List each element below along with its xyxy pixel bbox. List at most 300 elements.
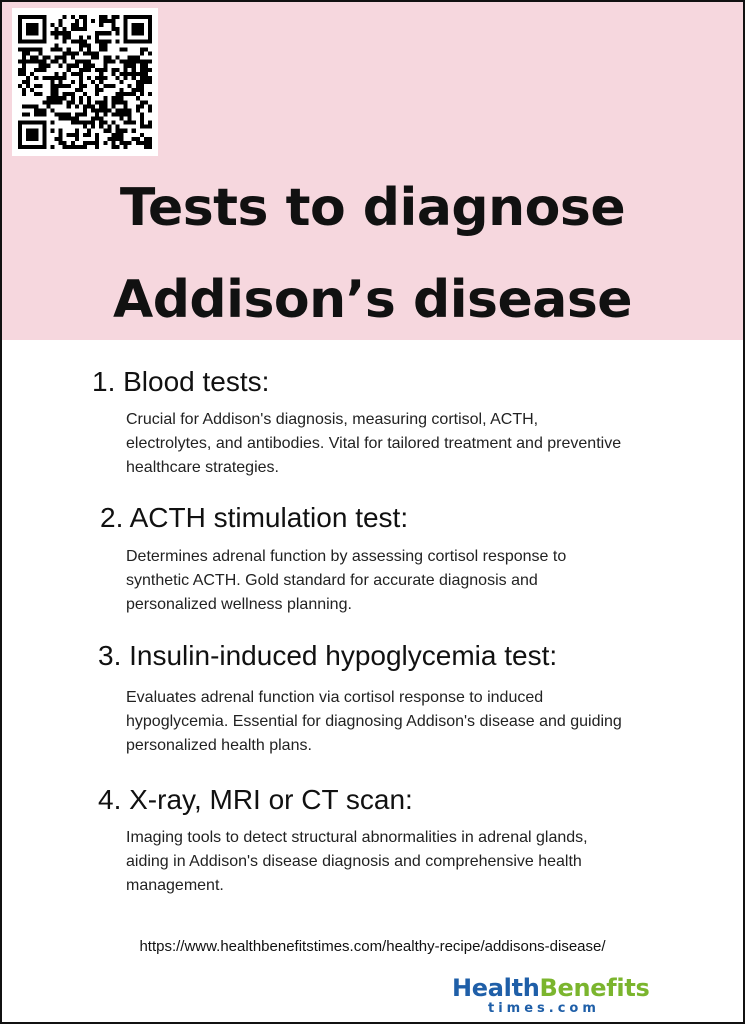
qr-module [18, 31, 22, 35]
qr-module [144, 72, 148, 76]
qr-module [128, 60, 132, 64]
qr-module [79, 27, 83, 31]
qr-module [144, 76, 148, 80]
qr-module [99, 19, 103, 23]
qr-module [87, 129, 91, 133]
qr-module [124, 76, 128, 80]
qr-module [140, 88, 144, 92]
qr-module [75, 137, 79, 141]
qr-module [63, 72, 67, 76]
qr-module [34, 104, 38, 108]
qr-module [67, 52, 71, 56]
qr-module [63, 60, 67, 64]
qr-module [95, 133, 99, 137]
qr-module [79, 80, 83, 84]
qr-module [103, 47, 107, 51]
qr-module [91, 108, 95, 112]
qr-module [140, 68, 144, 72]
qr-module [136, 141, 140, 145]
qr-module [91, 125, 95, 129]
qr-module [83, 64, 87, 68]
qr-module [120, 133, 124, 137]
qr-module [124, 39, 128, 43]
qr-module [120, 112, 124, 116]
qr-module [87, 52, 91, 56]
qr-module [42, 56, 46, 60]
qr-module [75, 104, 79, 108]
qr-module [120, 47, 124, 51]
qr-module [67, 145, 71, 149]
qr-module [115, 56, 119, 60]
qr-module [115, 112, 119, 116]
qr-module [103, 84, 107, 88]
qr-module [50, 108, 54, 112]
qr-module [103, 104, 107, 108]
qr-module [103, 68, 107, 72]
qr-module [91, 141, 95, 145]
qr-module [55, 31, 59, 35]
qr-module [107, 125, 111, 129]
qr-module [71, 92, 75, 96]
qr-module [42, 125, 46, 129]
qr-module [22, 104, 26, 108]
qr-module [38, 112, 42, 116]
qr-module [71, 80, 75, 84]
qr-module [55, 88, 59, 92]
qr-module [83, 19, 87, 23]
qr-module [71, 100, 75, 104]
qr-module [144, 60, 148, 64]
qr-module [34, 31, 38, 35]
qr-module [99, 104, 103, 108]
qr-module [59, 47, 63, 51]
qr-module [22, 47, 26, 51]
qr-module [79, 43, 83, 47]
qr-module [42, 100, 46, 104]
qr-module [34, 23, 38, 27]
qr-module [42, 39, 46, 43]
qr-module [95, 56, 99, 60]
qr-module [18, 125, 22, 129]
qr-module [91, 64, 95, 68]
qr-module [132, 56, 136, 60]
item-description: Imaging tools to detect structural abnormalities in adrenal glands, aiding in Addison's disease diagnosis and comprehensive health management. [126, 829, 588, 894]
qr-module [38, 64, 42, 68]
qr-module [71, 121, 75, 125]
qr-module [99, 100, 103, 104]
qr-module [34, 92, 38, 96]
qr-module [140, 125, 144, 129]
qr-module [140, 23, 144, 27]
qr-module [26, 15, 30, 19]
qr-module [95, 137, 99, 141]
qr-module [38, 121, 42, 125]
qr-module [87, 121, 91, 125]
item-description: Crucial for Addison's diagnosis, measuring cortisol, ACTH, electrolytes, and antibodies. Vital for tailored treatment and preventive healthcare strategies. [126, 411, 622, 476]
qr-module [59, 84, 63, 88]
qr-module [148, 31, 152, 35]
title-line-1: Tests to diagnose [119, 178, 626, 238]
qr-module [46, 64, 50, 68]
qr-module [59, 23, 63, 27]
qr-module [128, 64, 132, 68]
qr-module [71, 96, 75, 100]
qr-module [79, 39, 83, 43]
qr-module [75, 133, 79, 137]
qr-module [30, 129, 34, 133]
qr-module [128, 72, 132, 76]
qr-module [75, 19, 79, 23]
qr-module [55, 100, 59, 104]
qr-module [136, 15, 140, 19]
qr-module [63, 56, 67, 60]
qr-module [22, 39, 26, 43]
qr-module [34, 133, 38, 137]
qr-module [18, 47, 22, 51]
qr-module [95, 52, 99, 56]
qr-module [34, 145, 38, 149]
logo-benefits-text: Benefits [539, 974, 650, 1002]
qr-module [42, 141, 46, 145]
qr-module [107, 137, 111, 141]
qr-module [83, 141, 87, 145]
qr-module [140, 92, 144, 96]
qr-module [99, 80, 103, 84]
qr-module [95, 76, 99, 80]
qr-module [136, 137, 140, 141]
qr-module [148, 121, 152, 125]
qr-module [22, 121, 26, 125]
qr-module [26, 112, 30, 116]
qr-module [99, 72, 103, 76]
qr-module [75, 112, 79, 116]
qr-module [34, 39, 38, 43]
qr-module [107, 108, 111, 112]
qr-module [120, 117, 124, 121]
qr-module [124, 108, 128, 112]
qr-module [59, 129, 63, 133]
qr-module [26, 80, 30, 84]
qr-module [83, 84, 87, 88]
qr-module [128, 117, 132, 121]
qr-module [22, 60, 26, 64]
qr-module [148, 39, 152, 43]
qr-module [83, 60, 87, 64]
qr-module [103, 112, 107, 116]
qr-module [111, 104, 115, 108]
logo-wordmark [452, 974, 650, 1002]
qr-module [71, 52, 75, 56]
qr-module [22, 64, 26, 68]
qr-module [95, 92, 99, 96]
qr-module [75, 52, 79, 56]
qr-module [67, 64, 71, 68]
qr-module [111, 141, 115, 145]
qr-module [34, 27, 38, 31]
qr-module [115, 108, 119, 112]
qr-module [18, 137, 22, 141]
qr-module [50, 76, 54, 80]
qr-module [34, 15, 38, 19]
qr-module [22, 56, 26, 60]
qr-module [30, 15, 34, 19]
qr-module [120, 137, 124, 141]
qr-module [42, 121, 46, 125]
qr-module [99, 23, 103, 27]
qr-module [107, 19, 111, 23]
qr-module [103, 129, 107, 133]
qr-module [87, 133, 91, 137]
qr-module [55, 92, 59, 96]
qr-module [42, 64, 46, 68]
qr-module [18, 19, 22, 23]
qr-module [140, 15, 144, 19]
source-url[interactable]: https://www.healthbenefitstimes.com/healthy-recipe/addisons-disease/ [139, 938, 606, 955]
qr-module [95, 108, 99, 112]
qr-module [67, 31, 71, 35]
qr-module [128, 92, 132, 96]
qr-module [59, 96, 63, 100]
qr-module [22, 112, 26, 116]
qr-module [91, 117, 95, 121]
qr-module [75, 23, 79, 27]
qr-module [124, 15, 128, 19]
qr-module [87, 100, 91, 104]
qr-module [128, 15, 132, 19]
qr-module [91, 121, 95, 125]
qr-module [124, 60, 128, 64]
qr-module [50, 88, 54, 92]
qr-module [50, 80, 54, 84]
qr-module [95, 145, 99, 149]
qr-module [26, 31, 30, 35]
qr-module [148, 23, 152, 27]
qr-module [132, 76, 136, 80]
qr-module [132, 60, 136, 64]
qr-module [59, 112, 63, 116]
qr-module [30, 104, 34, 108]
qr-module [136, 31, 140, 35]
qr-module [107, 129, 111, 133]
qr-module [42, 108, 46, 112]
qr-module [120, 141, 124, 145]
qr-module [67, 92, 71, 96]
qr-module [34, 121, 38, 125]
qr-module [148, 60, 152, 64]
qr-module [103, 43, 107, 47]
qr-module [132, 92, 136, 96]
qr-module [67, 112, 71, 116]
qr-module [132, 72, 136, 76]
qr-module [83, 39, 87, 43]
qr-module [59, 19, 63, 23]
qr-code-icon[interactable] [12, 8, 158, 156]
qr-module [18, 145, 22, 149]
qr-module [124, 92, 128, 96]
qr-module [63, 112, 67, 116]
qr-module [63, 84, 67, 88]
qr-module [87, 64, 91, 68]
qr-module [148, 125, 152, 129]
qr-module [111, 100, 115, 104]
page-title [2, 162, 743, 346]
qr-module [140, 72, 144, 76]
qr-module [42, 112, 46, 116]
qr-module [55, 27, 59, 31]
qr-module [59, 141, 63, 145]
qr-module [144, 141, 148, 145]
qr-module [42, 145, 46, 149]
qr-module [128, 56, 132, 60]
qr-module [124, 145, 128, 149]
qr-module [99, 88, 103, 92]
qr-module [132, 23, 136, 27]
qr-module [38, 47, 42, 51]
qr-module [148, 68, 152, 72]
qr-module [63, 15, 67, 19]
qr-module [55, 84, 59, 88]
qr-module [30, 72, 34, 76]
qr-module [26, 60, 30, 64]
qr-module [22, 15, 26, 19]
qr-module [120, 108, 124, 112]
qr-module [55, 112, 59, 116]
qr-module [136, 96, 140, 100]
qr-module [42, 133, 46, 137]
qr-module [59, 31, 63, 35]
qr-module [91, 19, 95, 23]
qr-module [55, 56, 59, 60]
qr-module [63, 96, 67, 100]
site-logo[interactable] [452, 974, 677, 1020]
qr-module [120, 92, 124, 96]
qr-module [111, 19, 115, 23]
qr-module [103, 100, 107, 104]
qr-module [136, 88, 140, 92]
qr-module [22, 88, 26, 92]
qr-module [83, 104, 87, 108]
qr-module [46, 76, 50, 80]
qr-module [136, 23, 140, 27]
qr-module [30, 56, 34, 60]
qr-module [107, 56, 111, 60]
qr-module [95, 68, 99, 72]
qr-module [124, 68, 128, 72]
qr-module [59, 137, 63, 141]
qr-module [83, 92, 87, 96]
qr-module [59, 80, 63, 84]
qr-module [95, 112, 99, 116]
qr-module [124, 72, 128, 76]
qr-module [50, 84, 54, 88]
qr-module [99, 117, 103, 121]
qr-module [46, 96, 50, 100]
qr-module [95, 117, 99, 121]
qr-module [95, 88, 99, 92]
qr-module [18, 39, 22, 43]
qr-module [132, 137, 136, 141]
qr-module [136, 84, 140, 88]
qr-module [50, 129, 54, 133]
qr-module [34, 129, 38, 133]
qr-module [136, 104, 140, 108]
qr-module [71, 117, 75, 121]
qr-module [132, 31, 136, 35]
qr-module [79, 76, 83, 80]
qr-module [38, 60, 42, 64]
qr-module [132, 15, 136, 19]
qr-module [120, 129, 124, 133]
qr-module [18, 15, 22, 19]
qr-module [140, 121, 144, 125]
qr-module [34, 84, 38, 88]
qr-module [111, 133, 115, 137]
qr-module [115, 15, 119, 19]
logo-subtext: times.com [488, 1001, 600, 1016]
header-banner [2, 2, 743, 340]
qr-module [50, 96, 54, 100]
qr-module [83, 15, 87, 19]
qr-module [124, 100, 128, 104]
qr-module [30, 27, 34, 31]
qr-module [42, 60, 46, 64]
qr-module [38, 84, 42, 88]
qr-module [18, 35, 22, 39]
qr-module [103, 56, 107, 60]
qr-module [71, 27, 75, 31]
qr-module [107, 39, 111, 43]
qr-module [22, 68, 26, 72]
qr-module [34, 108, 38, 112]
qr-module [136, 27, 140, 31]
qr-module [136, 80, 140, 84]
qr-module [26, 145, 30, 149]
qr-module [128, 84, 132, 88]
qr-module [38, 92, 42, 96]
qr-module [63, 145, 67, 149]
qr-module [34, 47, 38, 51]
qr-module [34, 137, 38, 141]
qr-module [111, 96, 115, 100]
qr-module [124, 23, 128, 27]
logo-health-text: Health [452, 974, 540, 1002]
qr-module [148, 104, 152, 108]
qr-module [46, 104, 50, 108]
qr-module [107, 60, 111, 64]
qr-module [148, 137, 152, 141]
qr-module [83, 112, 87, 116]
qr-module [140, 133, 144, 137]
qr-module [79, 88, 83, 92]
qr-module [87, 47, 91, 51]
qr-module [99, 43, 103, 47]
qr-module [38, 145, 42, 149]
qr-module [99, 31, 103, 35]
qr-module [140, 52, 144, 56]
qr-module [50, 23, 54, 27]
qr-module [67, 133, 71, 137]
qr-module [42, 27, 46, 31]
qr-module [75, 129, 79, 133]
qr-module [59, 64, 63, 68]
qr-module [30, 145, 34, 149]
qr-module [103, 39, 107, 43]
qr-module [46, 56, 50, 60]
qr-module [18, 141, 22, 145]
qr-module [79, 60, 83, 64]
qr-module [140, 60, 144, 64]
qr-module [87, 141, 91, 145]
